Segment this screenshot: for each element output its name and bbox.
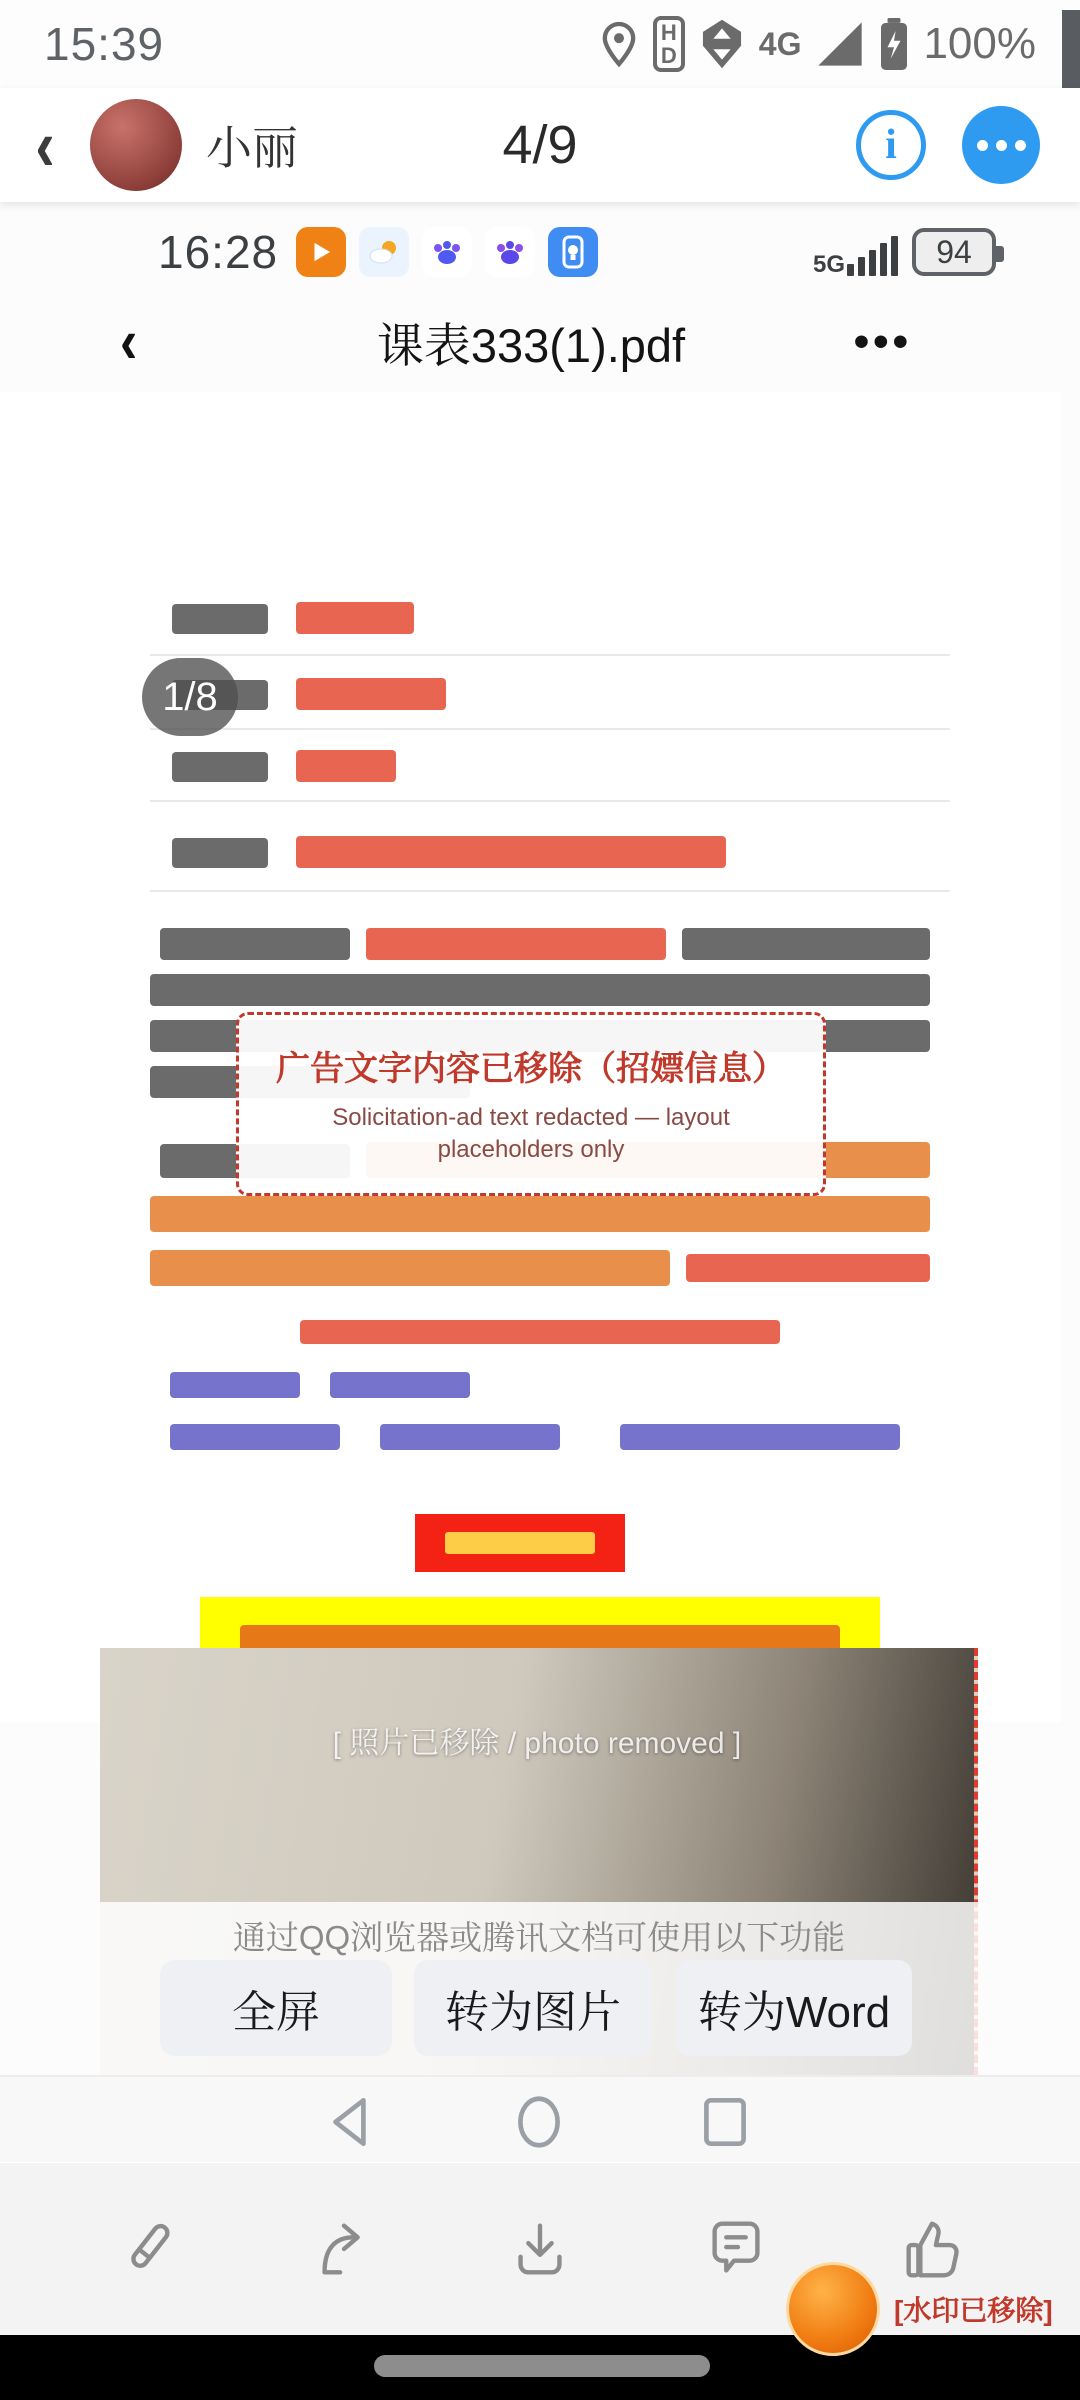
embedded-nav-bar	[0, 2075, 1080, 2162]
share-button[interactable]	[306, 2211, 382, 2287]
redaction-notice-en: Solicitation-ad text redacted — layout placeholders only	[332, 1104, 730, 1164]
convert-to-image-button: 转为图片	[414, 1960, 652, 2056]
paw-app-icon	[422, 227, 472, 277]
download-button[interactable]	[502, 2211, 578, 2287]
pdf-back-icon: ‹	[120, 307, 138, 377]
clock: 15:39	[44, 18, 165, 70]
edit-button[interactable]	[110, 2211, 186, 2287]
back-button[interactable]: ‹	[35, 104, 55, 186]
fullscreen-button: 全屏	[160, 1960, 392, 2056]
nav-home-icon	[508, 2091, 570, 2153]
image-viewer-header	[0, 88, 1080, 202]
embedded-clock: 16:28	[158, 226, 279, 278]
watermark-text-redacted: [水印已移除]	[894, 2295, 1053, 2326]
nav-back-icon	[320, 2091, 382, 2153]
play-app-icon	[296, 227, 346, 277]
notification-icons	[296, 227, 598, 277]
embedded-network-label: 5G	[812, 251, 845, 279]
pdf-document-page-redacted	[0, 392, 1062, 1722]
redaction-notice	[236, 1012, 826, 1196]
embedded-battery-icon	[912, 228, 996, 276]
weather-app-icon	[359, 227, 409, 277]
pdf-viewer-header	[0, 298, 1062, 386]
convert-to-word-button: 转为Word	[676, 1960, 912, 2056]
embedded-status-bar	[0, 212, 1062, 292]
pdf-filename: 课表333(1).pdf	[376, 318, 686, 372]
paw-app-icon-2	[485, 227, 535, 277]
vowifi-icon	[699, 18, 745, 70]
qq-function-bar	[100, 1902, 978, 2075]
battery-percent-label: 100%	[923, 19, 1036, 68]
location-icon	[599, 20, 639, 68]
hd-icon: H D	[653, 16, 685, 72]
battery-icon	[879, 18, 909, 70]
nav-recents-icon	[694, 2091, 756, 2153]
page-indicator-badge: 1/8	[142, 658, 238, 736]
red-banner-redacted	[415, 1514, 625, 1572]
bulb-app-icon	[548, 227, 598, 277]
watermark-logo-redacted	[786, 2262, 880, 2356]
qq-tip-text: 通过QQ浏览器或腾讯文档可使用以下功能	[232, 1919, 846, 1956]
more-options-button[interactable]	[962, 106, 1040, 184]
comment-button[interactable]	[698, 2211, 774, 2287]
signal-icon	[815, 19, 865, 69]
status-bar	[0, 0, 1080, 88]
info-button[interactable]: i	[856, 110, 926, 180]
contact-name: 小丽	[206, 122, 298, 174]
embedded-battery-percent: 94	[936, 233, 972, 270]
redaction-notice-zh: 广告文字内容已移除（招嫖信息）	[276, 1050, 786, 1088]
adjacent-image-edge-dark	[1062, 10, 1080, 98]
forum-watermark-redacted	[786, 2262, 1053, 2356]
embedded-signal-icon	[812, 236, 898, 279]
pdf-more-icon: •••	[853, 317, 912, 366]
gesture-pill[interactable]	[374, 2355, 710, 2377]
image-counter: 4/9	[502, 115, 578, 175]
photo-redaction-label: [ 照片已移除 / photo removed ]	[332, 1727, 742, 1760]
viewed-image[interactable]	[0, 202, 1080, 2162]
network-type-label: 4G	[758, 25, 802, 62]
